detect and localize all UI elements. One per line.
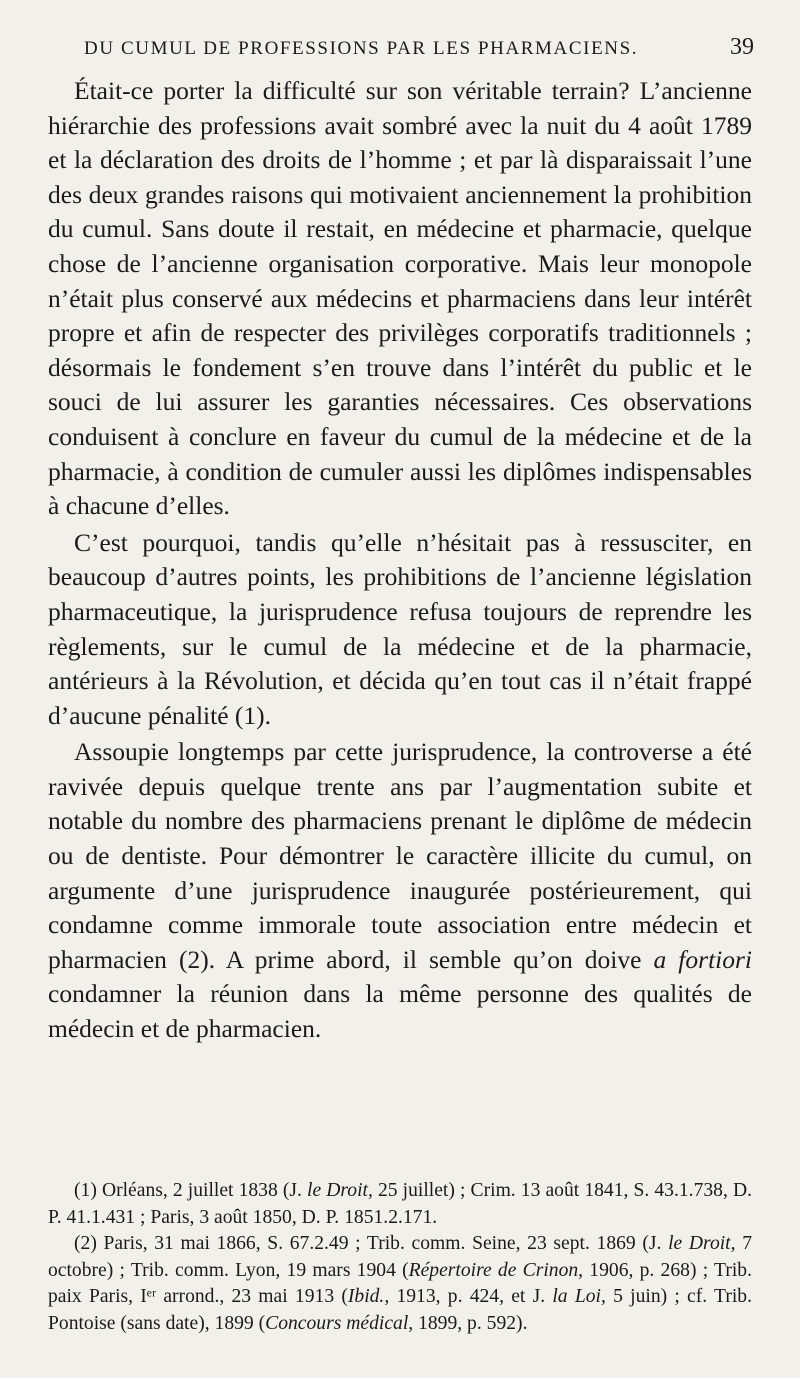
footnote-1-italic: le Droit,: [307, 1180, 373, 1201]
running-head: [84, 34, 754, 60]
page-number: 39: [730, 34, 754, 60]
footnote-2-text-f: 1899, p. 592).: [413, 1312, 528, 1334]
running-title: DU CUMUL DE PROFESSIONS PAR LES PHARMACIENS.: [84, 38, 639, 59]
footnote-2-italic-4: la Loi,: [552, 1286, 606, 1308]
paragraph-2: C’est pourquoi, tandis qu’elle n’hésitait pas à ressusciter, en beaucoup d’autres points, les prohibitions de l’ancienne législation pharmaceutique, la jurisprudence refusa toujours de reprendre les règlements, sur le cumul de la médecine et de la pharmacie, antérieurs à la Révolution, et décida qu’en tout cas il n’était frappé d’aucune pénalité (1).: [48, 527, 752, 730]
footnote-2-text-e: 5 juin) ; cf. Trib. Pontoise (sans date), 1899 (: [48, 1286, 752, 1334]
paragraph-3-part-a: Assoupie longtemps par cette jurisprudence, la controverse a été ravivée depuis quelque trente ans par l’augmentation subite et notable du nombre des pharmaciens prenant le diplôme de médecin ou de dentiste. Pour démontrer le caractère illicite du cumul, on argumente d’une jurisprudence inaugurée postérieurement, qui condamne comme immorale toute association entre médecin et pharmacien (2). A prime abord, il semble qu’on doive: [48, 737, 752, 974]
paragraph-3-part-b: condamner la réunion dans la même personne des qualités de médecin et de pharmacien.: [48, 979, 752, 1044]
footnote-2: [48, 1231, 752, 1337]
footnote-2-text-a: (2) Paris, 31 mai 1866, S. 67.2.49 ; Trib. comm. Seine, 23 sept. 1869 (J.: [74, 1233, 669, 1255]
footnote-1-text-b: 25 juillet) ; Crim. 13 août 1841, S. 43.1.738, D. P. 41.1.431 ; Paris, 3 août 1850, D. P. 1851.2.171.: [48, 1180, 753, 1228]
footnotes: [48, 1178, 752, 1338]
paragraph-3-emphasis: a fortiori: [653, 944, 752, 974]
main-text: [48, 74, 752, 1047]
footnote-2-italic-3: Ibid.,: [347, 1286, 390, 1308]
footnote-1-text-a: (1) Orléans, 2 juillet 1838 (J.: [74, 1180, 307, 1201]
paragraph-3: [48, 735, 752, 1046]
paragraph-1: Était-ce porter la difficulté sur son véritable terrain? L’ancienne hiérarchie des professions avait sombré avec la nuit du 4 août 1789 et la déclaration des droits de l’homme ; et par là disparaissait l’une des deux grandes raisons qui motivaient anciennement la prohibition du cumul. Sans doute il restait, en médecine et pharmacie, quelque chose de l’ancienne organisation corporative. Mais leur monopole n’était plus conservé aux médecins et pharmaciens dans leur intérêt propre et afin de respecter des privilèges corporatifs traditionnels ; désormais le fondement s’en trouve dans l’intérêt du public et le souci de lui assurer les garanties nécessaires. Ces observations conduisent à conclure en faveur du cumul de la médecine et de la pharmacie, à condition de cumuler aussi les diplômes indispensables à chacune d’elles.: [48, 76, 752, 521]
footnote-2-text-b: 7 octobre) ; Trib. comm. Lyon, 19 mars 1904 (: [48, 1233, 752, 1281]
footnote-2-italic-2: Répertoire de Crinon,: [408, 1259, 584, 1281]
footnote-1: [48, 1178, 752, 1231]
footnote-2-italic-5: Concours médical,: [265, 1312, 414, 1334]
footnote-2-italic-1: le Droit,: [668, 1233, 736, 1255]
footnote-2-text-d: 1913, p. 424, et J.: [389, 1286, 553, 1308]
footnote-2-text-c: 1906, p. 268) ; Trib. paix Paris, Iᵉʳ arrond., 23 mai 1913 (: [48, 1259, 752, 1308]
